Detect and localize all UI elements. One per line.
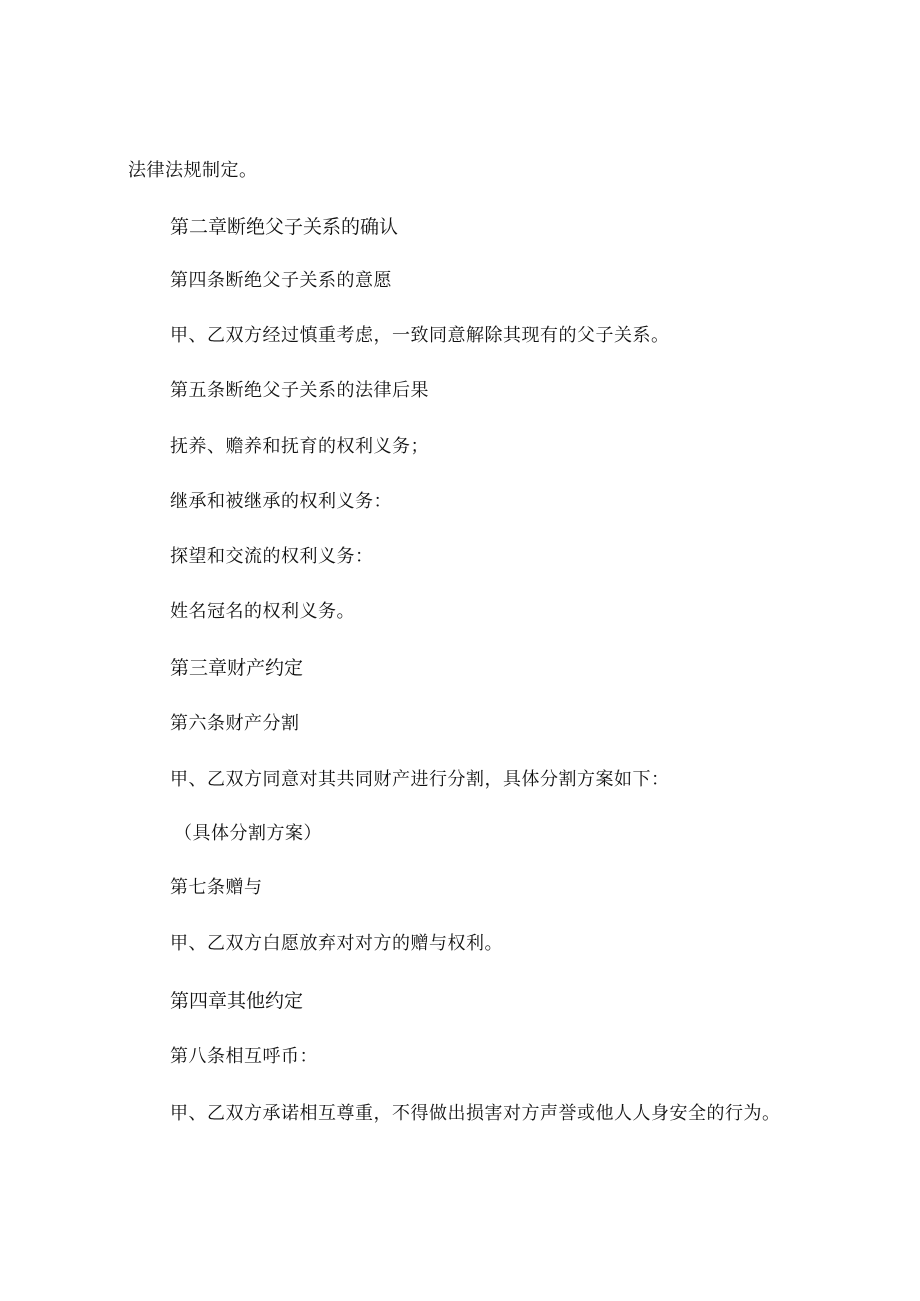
article-body-6: 甲、乙双方同意对其共同财产进行分割，具体分割方案如下： — [170, 769, 670, 790]
article-item-5-3: 探望和交流的权利义务： — [170, 546, 374, 567]
article-title-4: 第四条断绝父子关系的意愿 — [170, 270, 392, 291]
article-item-5-4: 姓名冠名的权利义务。 — [170, 601, 355, 622]
article-title-8: 第八条相互呼币： — [170, 1046, 318, 1067]
chapter-heading-2: 第二章断绝父子关系的确认 — [170, 216, 399, 238]
chapter-heading-4: 第四章其他约定 — [170, 990, 304, 1012]
chapter-heading-3: 第三章财产约定 — [170, 657, 304, 679]
continuation-text: 法律法规制定。 — [128, 160, 258, 181]
article-body-7: 甲、乙双方白愿放弃对对方的赠与权利。 — [170, 933, 503, 954]
article-title-7: 第七条赠与 — [170, 877, 263, 898]
article-body-4: 甲、乙双方经过慎重考虑，一致同意解除其现有的父子关系。 — [170, 325, 670, 346]
article-title-6: 第六条财产分割 — [170, 713, 300, 734]
article-body-8: 甲、乙双方承诺相互尊重，不得做出损害对方声誉或他人人身安全的行为。 — [170, 1103, 781, 1124]
article-item-5-1: 抚养、赡养和抚育的权利义务； — [170, 436, 429, 457]
division-plan-placeholder: （具体分割方案） — [174, 823, 322, 844]
article-item-5-2: 继承和被继承的权利义务： — [170, 491, 392, 512]
article-title-5: 第五条断绝父子关系的法律后果 — [170, 380, 429, 401]
